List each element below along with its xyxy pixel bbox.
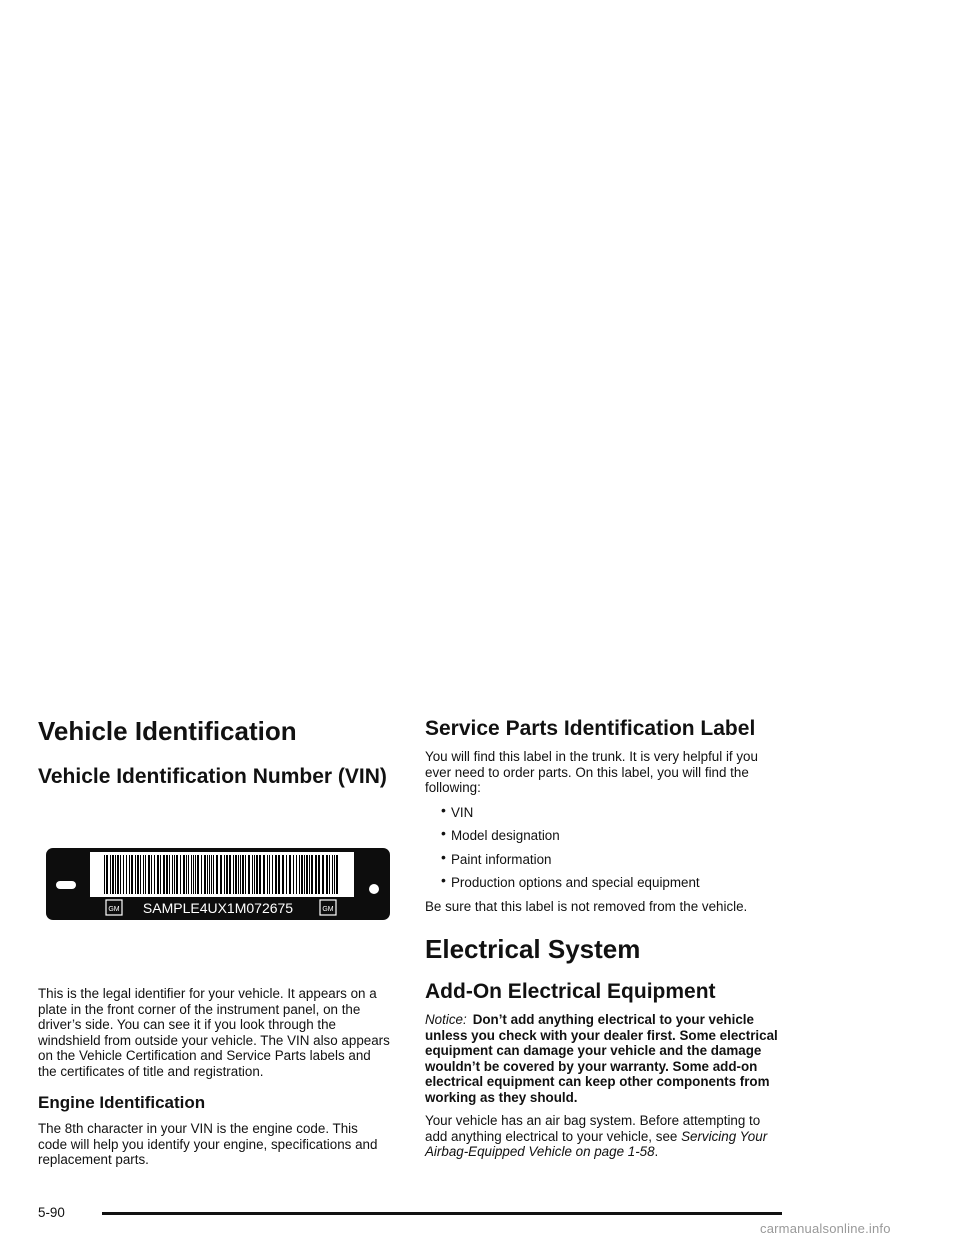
barcode-bar (245, 855, 246, 894)
list-item: • Paint information (441, 848, 552, 867)
notice-paragraph (425, 1012, 785, 1105)
barcode-bar (220, 855, 222, 894)
list-item: • VIN (441, 801, 474, 820)
vin-plate-rivet (369, 884, 379, 894)
barcode-bar (293, 855, 294, 894)
barcode-bar (275, 855, 277, 894)
barcode-bar (104, 855, 105, 894)
barcode-bar (110, 855, 111, 894)
barcode-bar (197, 855, 199, 894)
barcode-bar (131, 855, 133, 894)
barcode-bar (160, 855, 161, 894)
barcode-bar (315, 855, 317, 894)
barcode-bar (286, 855, 287, 894)
barcode-bar (229, 855, 231, 894)
barcode-bar (148, 855, 150, 894)
heading-add-on-equipment: Add-On Electrical Equipment (425, 980, 716, 1003)
barcode-bar (256, 855, 258, 894)
barcode-bar (240, 855, 241, 894)
watermark: carmanualsonline.info (760, 1221, 891, 1236)
heading-service-parts-label: Service Parts Identification Label (425, 717, 756, 740)
footer-rule (102, 1212, 782, 1215)
section-title-vehicle-identification: Vehicle Identification (38, 716, 297, 746)
barcode-bar (172, 855, 173, 894)
barcode-bar (334, 855, 335, 894)
barcode-bar (169, 855, 170, 894)
barcode-bar (238, 855, 239, 894)
barcode-bar (204, 855, 206, 894)
barcode-bar (115, 855, 116, 894)
gm-logo-left: GM (108, 906, 120, 913)
service-intro: You will find this label in the trunk. It is very helpful if you ever need to order parts. On this label, you will find the following: (425, 749, 758, 795)
barcode-bar (213, 855, 214, 894)
left-column (38, 716, 390, 1168)
barcode-bar (272, 855, 273, 894)
barcode-bar (248, 855, 250, 894)
barcode-bar (311, 855, 313, 894)
barcode-bar (126, 855, 127, 894)
barcode-bar (140, 855, 141, 894)
barcode-bar (211, 855, 212, 894)
right-column (425, 716, 785, 1160)
barcode-bar (188, 855, 189, 894)
barcode-bar (117, 855, 119, 894)
bullet: • (441, 872, 446, 888)
barcode-bar (269, 855, 270, 894)
barcode-bar (309, 855, 310, 894)
barcode-bar (216, 855, 218, 894)
airbag-cross-reference-link[interactable]: Servicing Your Airbag-Equipped Vehicle on page 1-58 (425, 1128, 768, 1159)
service-label-list (425, 801, 785, 891)
barcode-bar (145, 855, 146, 894)
barcode-bar (235, 855, 237, 894)
vin-code: SAMPLE4UX1M072675 (142, 900, 294, 916)
barcode-bar (259, 855, 261, 894)
barcode-bar (183, 855, 185, 894)
barcode-bar (326, 855, 328, 894)
bullet: • (441, 825, 446, 841)
barcode-bar (336, 855, 338, 894)
barcode-bar (289, 855, 291, 894)
vin-plate-slot (56, 881, 76, 889)
barcode-bar (301, 855, 303, 894)
barcode-bar (120, 855, 121, 894)
notice-label: Notice: (425, 1012, 467, 1027)
barcode-bar (137, 855, 139, 894)
vin-plate-illustration (46, 848, 390, 920)
service-outro: Be sure that this label is not removed from the vehicle. (425, 898, 748, 914)
barcode-bar (191, 855, 192, 894)
barcode-bar (106, 855, 108, 894)
barcode-bar (282, 855, 284, 894)
barcode-bar (329, 855, 330, 894)
barcode-bar (252, 855, 253, 894)
barcode-bar (254, 855, 255, 894)
barcode-bar (157, 855, 159, 894)
barcode-bar (299, 855, 300, 894)
barcode-bar (267, 855, 268, 894)
bullet: • (441, 801, 446, 818)
list-item: • Model designation (441, 825, 560, 843)
notice-body: Don’t add anything electrical to your vehicle unless you check with your dealer first. Some electrical equipment can damage your vehicle and the damage wouldn’t be covered by your warranty. Some add-on electrical equipment can keep other components from working as they should. (425, 1012, 778, 1105)
list-item: • Production options and special equipment (441, 872, 700, 890)
barcode-bar (123, 855, 124, 894)
gm-logo-right: GM (322, 906, 334, 913)
section-title-electrical-system: Electrical System (425, 934, 641, 964)
barcode-bar (193, 855, 194, 894)
barcode-bar (154, 855, 155, 894)
barcode-bar (278, 855, 280, 894)
barcode-bar (186, 855, 187, 894)
bullet: • (441, 848, 446, 865)
barcode-bar (304, 855, 305, 894)
barcode-bar (180, 855, 181, 894)
vin-paragraph: This is the legal identifier for your vehicle. It appears on a plate in the front corner of the instrument panel, on the driver’s side. You can see it if you look through the windshield from outside your vehicle. The VIN also appears on the Vehicle Certification and Service Parts labels and the certificates of title and registration. (38, 986, 390, 1079)
barcode-bar (129, 855, 130, 894)
barcode-bar (332, 855, 333, 894)
barcode-bar (201, 855, 202, 894)
barcode-bar (209, 855, 210, 894)
barcode-bar (207, 855, 208, 894)
barcode-bar (242, 855, 244, 894)
barcode-bar (322, 855, 324, 894)
page-number: 5-90 (38, 1205, 65, 1220)
barcode-bar (151, 855, 152, 894)
heading-vin: Vehicle Identification Number (VIN) (38, 765, 387, 788)
barcode-bar (143, 855, 144, 894)
engine-paragraph: The 8th character in your VIN is the engine code. This code will help you identify your engine, specifications and replacement parts. (38, 1121, 378, 1167)
barcode-bar (233, 855, 234, 894)
barcode-bar (112, 855, 114, 894)
barcode-bar (176, 855, 178, 894)
barcode-bar (318, 855, 320, 894)
barcode-bar (226, 855, 228, 894)
barcode-bar (135, 855, 136, 894)
barcode-bar (174, 855, 175, 894)
heading-engine-identification: Engine Identification (38, 1093, 206, 1112)
barcode-bar (163, 855, 165, 894)
barcode-bar (195, 855, 196, 894)
barcode-bar (166, 855, 168, 894)
barcode-bar (296, 855, 297, 894)
airbag-paragraph: Your vehicle has an air bag system. Before attempting to add anything electrical to your vehicle, see Servicing Your Airbag-Equipped Vehicle on page 1-58. (425, 1113, 768, 1159)
barcode-bar (306, 855, 308, 894)
barcode-bar (263, 855, 265, 894)
barcode-bar (224, 855, 225, 894)
